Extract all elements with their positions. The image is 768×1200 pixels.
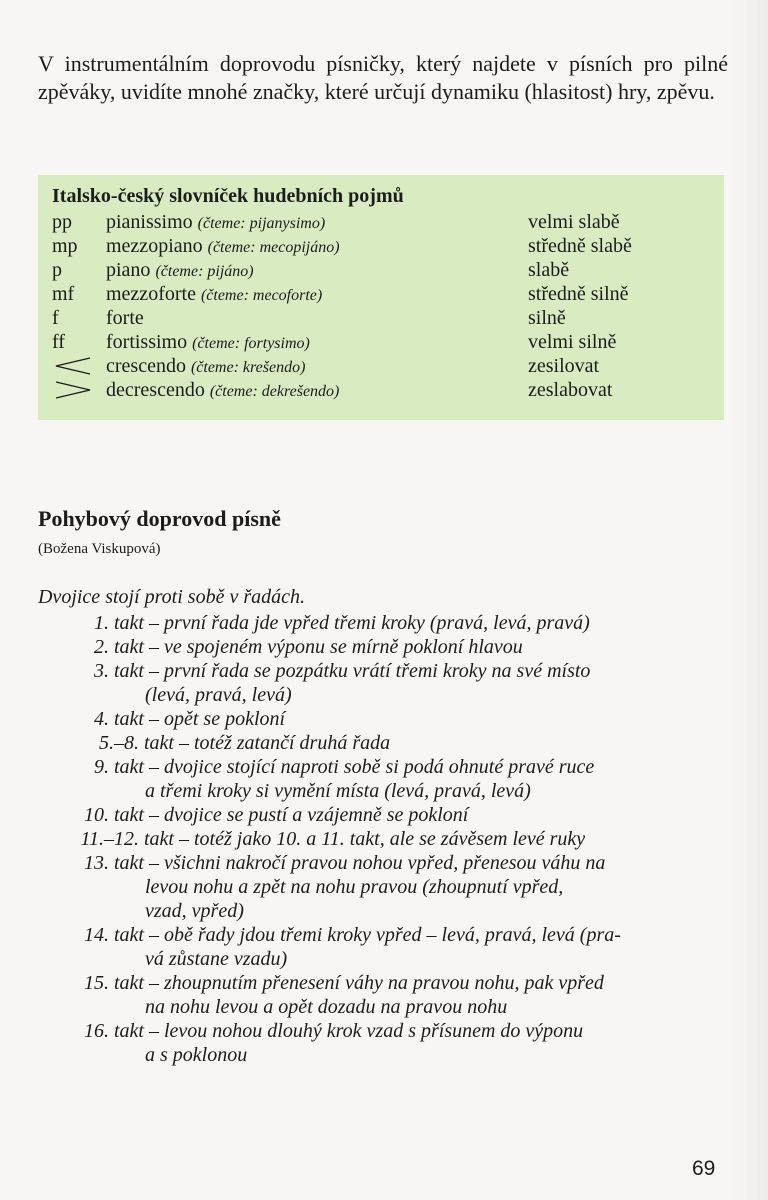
lead-sentence: Dvojice stojí proti sobě v řadách. [38, 586, 305, 608]
pronunciation: (čteme: krešendo) [190, 359, 306, 376]
step-continuation: vzad, vpřed) [145, 900, 244, 922]
pronunciation: (čteme: mecopijáno) [207, 239, 340, 256]
step-number: 9. takt [94, 756, 144, 778]
step-number: 14. takt [84, 924, 144, 946]
step-text: – všichni nakročí pravou nohou vpřed, přenesou váhu na [149, 852, 606, 874]
pronunciation: (čteme: mecoforte) [200, 287, 323, 304]
glossary-row [38, 210, 724, 234]
meaning: slabě [528, 259, 570, 281]
pronunciation: (čteme: dekrešendo) [209, 383, 340, 400]
section-title: Pohybový doprovod písně [38, 506, 281, 531]
meaning: silně [528, 307, 566, 329]
step-number: 3. takt [94, 660, 144, 682]
page-gutter-shadow [728, 0, 768, 1200]
glossary-row [38, 378, 724, 402]
step-text: – totéž zatančí druhá řada [179, 732, 391, 754]
step-number: 15. takt [84, 972, 144, 994]
list-item [38, 827, 728, 851]
step-continuation: a třemi kroky si vymění místa (levá, pravá, levá) [145, 780, 531, 802]
meaning: středně silně [528, 283, 629, 305]
term-name: pianissimo [106, 211, 193, 233]
list-item [38, 851, 728, 875]
pronunciation: (čteme: pijáno) [155, 263, 254, 280]
list-item [38, 923, 728, 947]
glossary-row [38, 258, 724, 282]
step-continuation: (levá, pravá, levá) [145, 684, 292, 706]
step-text: – levou nohou dlouhý krok vzad s přísunem do výponu [149, 1020, 584, 1042]
step-text: – zhoupnutím přenesení váhy na pravou nohu, pak vpřed [149, 972, 604, 994]
dynamic-abbreviation: pp [52, 211, 72, 233]
list-item [38, 755, 728, 779]
meaning: zesilovat [528, 355, 600, 377]
dynamic-abbreviation: mf [52, 283, 75, 305]
term-name: mezzopiano [106, 235, 203, 257]
list-item [38, 1019, 728, 1043]
step-number: 4. takt [94, 708, 144, 730]
term-name: forte [106, 307, 144, 329]
term-name: fortissimo [106, 331, 188, 353]
step-number: 2. takt [94, 636, 144, 658]
glossary-row [38, 282, 724, 306]
step-continuation: vá zůstane vzadu) [145, 948, 288, 970]
meaning: zeslabovat [528, 379, 613, 401]
glossary-row [38, 354, 724, 378]
step-text: – první řada se pozpátku vrátí třemi kroky na své místo [149, 660, 591, 682]
term [106, 234, 340, 260]
term [106, 330, 310, 356]
list-item [38, 635, 728, 659]
term-name: crescendo [106, 355, 186, 377]
intro-paragraph: V instrumentálním doprovodu písničky, který najdete v písních pro pilné zpěváky, uvidíte mnohé značky, které určují dynamiku (hlasitost) hry, zpěvu. [38, 51, 728, 104]
step-text: – totéž jako 10. a 11. takt, ale se závěsem levé ruky [179, 828, 586, 850]
page-number: 69 [692, 1157, 716, 1180]
step-number: 1. takt [94, 612, 144, 634]
step-number: 11.–12. takt [80, 828, 174, 850]
dynamic-abbreviation: mp [52, 235, 78, 257]
step-continuation: na nohu levou a opět dozadu na pravou nohu [145, 996, 508, 1018]
list-item [38, 731, 728, 755]
step-number: 13. takt [84, 852, 144, 874]
list-item [38, 611, 728, 635]
list-item [38, 971, 728, 995]
list-item [38, 707, 728, 731]
glossary-row [38, 330, 724, 354]
meaning: velmi slabě [528, 211, 620, 233]
meaning: středně slabě [528, 235, 632, 257]
term-name: piano [106, 259, 151, 281]
glossary-row [38, 234, 724, 258]
step-text: – obě řady jdou třemi kroky vpřed – levá, pravá, levá (pra- [149, 924, 621, 946]
dynamic-abbreviation: ff [52, 331, 65, 353]
dynamic-abbreviation: p [52, 259, 62, 281]
term [106, 354, 305, 380]
meaning: velmi silně [528, 331, 617, 353]
step-text: – ve spojeném výponu se mírně pokloní hlavou [149, 636, 523, 658]
term [106, 306, 144, 330]
step-continuation: levou nohu a zpět na nohu pravou (zhoupnutí vpřed, [145, 876, 564, 898]
pronunciation: (čteme: fortysimo) [192, 335, 310, 352]
decrescendo-icon [52, 378, 94, 402]
step-text: – dvojice se pustí a vzájemně se pokloní [149, 804, 469, 826]
step-text: – opět se pokloní [149, 708, 286, 730]
step-text: – první řada jde vpřed třemi kroky (pravá, levá, pravá) [149, 612, 590, 634]
term [106, 258, 254, 284]
glossary-title: Italsko-český slovníček hudebních pojmů [52, 185, 404, 207]
list-item [38, 803, 728, 827]
term-name: decrescendo [106, 379, 205, 401]
step-text: – dvojice stojící naproti sobě si podá ohnuté pravé ruce [149, 756, 595, 778]
list-item [38, 659, 728, 683]
step-continuation: a s poklonou [145, 1044, 248, 1066]
crescendo-icon [52, 354, 94, 378]
glossary-row [38, 306, 724, 330]
pronunciation: (čteme: pijanysimo) [197, 215, 326, 232]
step-number: 5.–8. takt [99, 732, 174, 754]
term [106, 282, 322, 308]
dynamic-abbreviation: f [52, 307, 59, 329]
step-number: 10. takt [84, 804, 144, 826]
step-number: 16. takt [84, 1020, 144, 1042]
term [106, 378, 339, 404]
term-name: mezzoforte [106, 283, 196, 305]
term [106, 210, 325, 236]
author: (Božena Viskupová) [38, 541, 161, 557]
glossary-box [38, 175, 724, 420]
